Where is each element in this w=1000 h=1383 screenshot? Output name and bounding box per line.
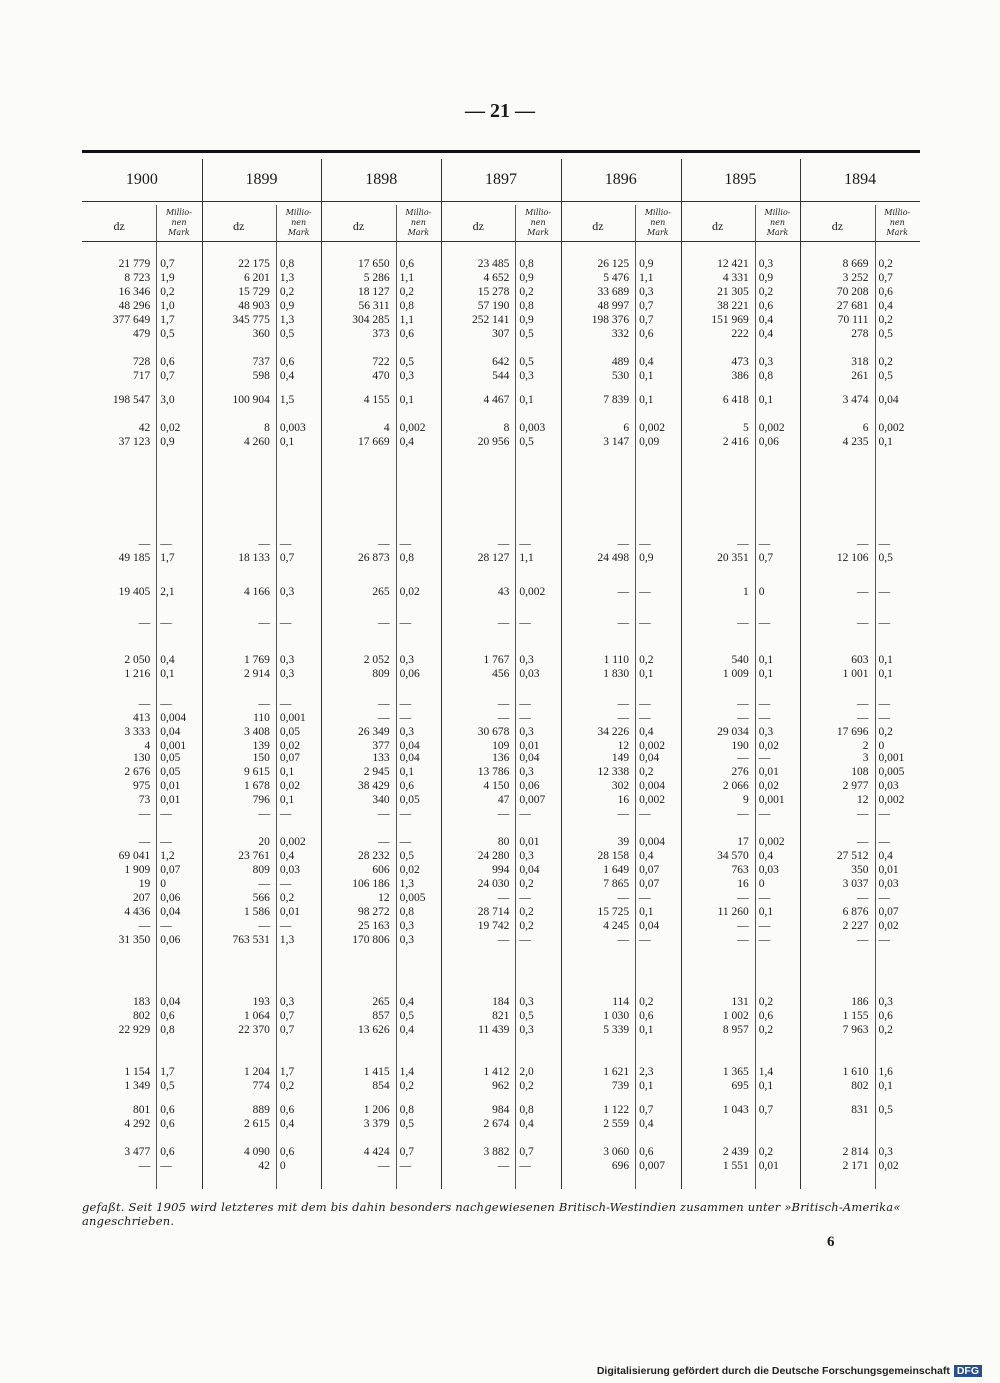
dz-values: 22 175 6 201 15 729 48 903 345 775 360 <box>232 258 270 340</box>
million-mark-values: 0,2 0,6 0,1 <box>639 996 654 1036</box>
million-mark-values: 0,6 0,4 <box>279 1104 295 1130</box>
million-mark-values: — 0,004 0,04 0,001 <box>160 698 187 752</box>
million-mark-values: 1,6 0,1 <box>878 1066 893 1092</box>
million-mark-values: — 1,2 0,07 0 0,06 0,04 — 0,06 <box>160 836 181 946</box>
million-mark-values: 0,05 0,05 0,01 0,01 — <box>160 752 181 820</box>
dz-values: 1 154 1 349 <box>124 1066 151 1092</box>
million-mark-values: 0,1 0,1 <box>758 654 774 680</box>
subcolumn-separator <box>396 205 397 1189</box>
dz-values: 265 <box>372 586 390 598</box>
million-mark-values: 0,01 0,3 0,04 0,2 — 0,2 0,2 — <box>519 836 540 946</box>
dz-values: 473 386 <box>731 356 749 382</box>
million-mark-header: Millio- nen Mark <box>525 208 552 237</box>
credit-text: Digitalisierung gefördert durch die Deutsche Forschungsgemeinschaft <box>596 1365 950 1377</box>
dz-values: 801 4 292 <box>124 1104 151 1130</box>
million-mark-values: 0,6 0,7 <box>160 356 175 382</box>
million-mark-values: 1,7 0,2 <box>279 1066 295 1092</box>
million-mark-values: 0,2 0,01 <box>758 1146 779 1172</box>
million-mark-header: Millio- nen Mark <box>764 208 791 237</box>
page-number: — 21 — <box>465 100 535 122</box>
dz-values: 889 2 615 <box>244 1104 270 1130</box>
dz-values: 4 17 669 <box>358 422 390 448</box>
dz-values: 186 1 155 7 963 <box>842 996 869 1036</box>
million-mark-values: 0,3 0,02 <box>878 1146 899 1172</box>
million-mark-values: — <box>160 617 172 629</box>
million-mark-values: 0,7 <box>758 1104 774 1116</box>
dz-values: 198 547 <box>112 394 151 406</box>
million-mark-values: — 0,001 0,05 0,02 <box>279 698 306 752</box>
dz-values: — 20 351 <box>717 538 749 564</box>
digitization-credit <box>597 1365 982 1377</box>
million-mark-values: 0,002 0,1 <box>878 422 905 448</box>
million-mark-values: 0,07 0,1 0,02 0,1 — <box>279 752 301 820</box>
header-divider <box>82 201 920 202</box>
dz-values: 149 12 338 302 16 — <box>597 752 630 820</box>
dz-header: dz <box>592 219 604 233</box>
million-mark-values: 0,1 <box>399 394 415 406</box>
year-label: 1894 <box>844 171 877 188</box>
dz-values: 133 2 945 38 429 340 — <box>358 752 390 820</box>
million-mark-values: 0,002 0,4 0,03 0 — 0,1 — — <box>758 836 785 946</box>
million-mark-values: — 0,5 0,02 1,3 0,005 0,8 0,3 0,3 <box>399 836 426 946</box>
million-mark-values: — <box>639 586 651 598</box>
dz-values: 4 166 <box>244 586 270 598</box>
dz-values: 1 110 1 830 <box>603 654 630 680</box>
dz-values: 2 050 1 216 <box>124 654 151 680</box>
dz-values: 21 779 8 723 16 346 48 296 377 649 479 <box>112 258 151 340</box>
dz-values: 8 20 956 <box>477 422 510 448</box>
million-mark-values: 0,3 0,7 0,7 <box>279 996 295 1036</box>
million-mark-values: 0,002 <box>519 586 546 598</box>
dz-values: 130 2 676 975 73 — <box>124 752 151 820</box>
million-mark-values: 0,04 0,6 0,8 <box>160 996 181 1036</box>
dz-values: 6 418 <box>722 394 749 406</box>
million-mark-values: 1,7 0,5 <box>160 1066 175 1092</box>
million-mark-values: 0,7 — <box>519 1146 534 1172</box>
million-mark-values: 0,8 0,4 <box>519 1104 534 1130</box>
million-mark-values: 0,002 0,06 <box>758 422 785 448</box>
dz-values: 2 814 2 171 <box>842 1146 869 1172</box>
million-mark-values: — 0,4 0,01 0,03 — 0,07 0,02 — <box>878 836 899 946</box>
million-mark-values: — <box>519 617 531 629</box>
dz-values: — — 30 678 109 <box>477 698 510 752</box>
million-mark-values: 0,02 0,9 <box>160 422 181 448</box>
dz-values: 6 4 235 <box>842 422 869 448</box>
dz-values: 136 13 786 4 150 47 — <box>477 752 510 820</box>
million-mark-values: 0,1 <box>758 394 774 406</box>
dz-values: 2 052 809 <box>363 654 390 680</box>
million-mark-values: 0,2 0,7 0,6 0,4 0,2 0,5 <box>878 258 893 340</box>
dz-values: 1 769 2 914 <box>244 654 270 680</box>
million-mark-values: — 0,9 <box>639 538 654 564</box>
dz-values: 131 1 002 8 957 <box>722 996 749 1036</box>
dz-header: dz <box>233 219 245 233</box>
dz-values: — 413 3 333 4 <box>124 698 151 752</box>
million-mark-values: 0,6 0,007 <box>639 1146 665 1172</box>
million-mark-values: 1,5 <box>279 394 295 406</box>
million-mark-values: 0,5 0,3 <box>519 356 534 382</box>
million-mark-values: 0,5 <box>878 1104 893 1116</box>
million-mark-values: 0,3 0,6 0,2 <box>878 996 893 1036</box>
million-mark-values: 0,3 0,03 <box>519 654 540 680</box>
million-mark-values: 3,0 <box>160 394 175 406</box>
million-mark-values: — <box>758 617 771 629</box>
million-mark-values: 0,6 0,4 <box>279 356 295 382</box>
dz-values: 728 717 <box>132 356 151 382</box>
million-mark-values: 0,9 1,1 0,3 0,7 0,7 0,6 <box>639 258 654 340</box>
dz-values: 722 470 <box>372 356 390 382</box>
footnote: gefaßt. Seit 1905 wird letzteres mit dem bis dahin besonders nachgewiesenen Britisch-Westindien zusammen unter »Britisch-Amerika« angeschrieben. <box>82 1200 901 1228</box>
dz-header: dz <box>113 219 125 233</box>
million-mark-values: — — 0,3 0,01 <box>519 698 540 752</box>
subcolumn-separator <box>276 205 277 1189</box>
million-mark-values: — 0,8 <box>399 538 415 564</box>
dz-values: — 12 106 <box>836 538 869 564</box>
dz-values: 3 108 2 977 12 — <box>842 752 869 820</box>
million-mark-values: 0,1 <box>519 394 534 406</box>
million-mark-header: Millio- nen Mark <box>285 208 312 237</box>
dz-values: 20 23 761 809 — 566 1 586 — 763 531 <box>232 836 270 946</box>
dz-values: 39 28 158 1 649 7 865 — 15 725 4 245 — <box>597 836 630 946</box>
million-mark-values: — <box>279 617 292 629</box>
million-mark-values: 0,2 0,5 <box>878 356 893 382</box>
million-mark-values: 0,4 0,1 <box>639 356 654 382</box>
dz-values: 17 650 5 286 18 127 56 311 304 285 373 <box>352 258 390 340</box>
million-mark-header: Millio- nen Mark <box>165 208 192 237</box>
million-mark-values: 0,8 0,9 0,2 0,8 0,9 0,5 <box>519 258 534 340</box>
dz-values: 1 122 2 559 <box>603 1104 630 1130</box>
dz-values: 4 155 <box>363 394 390 406</box>
dz-values: 8 669 3 252 70 208 27 681 70 111 278 <box>836 258 869 340</box>
dz-values: — <box>857 617 869 629</box>
dz-values: 603 1 001 <box>842 654 869 680</box>
dz-values: 6 3 147 <box>603 422 630 448</box>
dz-values: 4 090 42 <box>244 1146 270 1172</box>
dz-values: 2 439 1 551 <box>722 1146 749 1172</box>
year-label: 1896 <box>604 171 637 188</box>
dz-values: 4 424 — <box>363 1146 390 1172</box>
million-mark-values: — 0,01 0,02 0,001 — <box>758 752 785 820</box>
dz-values: — <box>258 617 270 629</box>
dz-values: 1 365 695 <box>722 1066 749 1092</box>
dz-values: 184 821 11 439 <box>478 996 510 1036</box>
million-mark-values: 0,2 0,6 0,2 <box>758 996 774 1036</box>
million-mark-values: — — 0,2 0 <box>878 698 893 752</box>
dz-header: dz <box>831 219 844 233</box>
dz-values: — 28 127 <box>477 538 510 564</box>
subcolumn-separator <box>156 205 157 1189</box>
dz-values: 5 2 416 <box>722 422 749 448</box>
sheet-number: 6 <box>827 1234 835 1250</box>
year-label: 1895 <box>724 171 757 188</box>
dz-values: — 26 873 <box>358 538 390 564</box>
million-mark-values: 2,0 0,2 <box>519 1066 534 1092</box>
dz-values: 831 <box>851 1104 869 1116</box>
dz-values: 3 060 696 <box>603 1146 630 1172</box>
dz-values: 540 1 009 <box>722 654 749 680</box>
million-mark-values: 0,004 0,4 0,07 0,07 — 0,1 0,04 — <box>639 836 665 946</box>
million-mark-values: — 0,7 <box>279 538 295 564</box>
million-mark-values: 1,4 0,1 <box>758 1066 774 1092</box>
dz-values: — <box>497 617 510 629</box>
dz-values: 642 544 <box>492 356 510 382</box>
million-mark-values: 0,02 <box>399 586 420 598</box>
million-mark-values: 0,3 0,06 <box>399 654 420 680</box>
million-mark-values: 2,3 0,1 <box>639 1066 654 1092</box>
million-mark-values: 0,8 1,3 0,2 0,9 1,3 0,5 <box>279 258 295 340</box>
dz-values: 1 204 774 <box>244 1066 270 1092</box>
dz-values: — <box>737 617 749 629</box>
dz-values: 1 767 456 <box>483 654 510 680</box>
million-mark-values: — <box>399 617 412 629</box>
dz-values: — 49 185 <box>118 538 151 564</box>
dz-values: — — 17 696 2 <box>836 698 869 752</box>
dz-values: 489 530 <box>611 356 630 382</box>
dz-values: 42 37 123 <box>118 422 151 448</box>
million-mark-values: 0,7 — <box>399 1146 415 1172</box>
subheader-divider <box>82 241 920 242</box>
million-mark-values: — 0,7 <box>758 538 774 564</box>
dz-values: 1 206 3 379 <box>363 1104 390 1130</box>
million-mark-values: 0,8 0,5 <box>399 1104 415 1130</box>
million-mark-values: — <box>878 586 890 598</box>
dz-values: — 27 512 350 3 037 — 6 876 2 227 — <box>836 836 869 946</box>
dz-values: 8 4 260 <box>244 422 270 448</box>
million-mark-values: 1,4 0,2 <box>399 1066 415 1092</box>
dz-values: 1 043 <box>722 1104 749 1116</box>
subcolumn-separator <box>515 205 516 1189</box>
year-label: 1900 <box>125 171 158 188</box>
dz-values: 737 598 <box>252 356 270 382</box>
million-mark-values: 0,4 0,1 <box>160 654 175 680</box>
dz-values: 7 839 <box>603 394 630 406</box>
million-mark-values: 0,4 0,5 0,4 <box>399 996 415 1036</box>
dz-values: 4 467 <box>483 394 510 406</box>
million-mark-values: 0,6 — <box>160 1146 175 1172</box>
year-label: 1899 <box>245 171 278 188</box>
dz-values: 3 882 — <box>483 1146 510 1172</box>
dz-values: 1 412 962 <box>483 1066 510 1092</box>
dz-values: 80 24 280 994 24 030 — 28 714 19 742 — <box>477 836 510 946</box>
million-mark-header: Millio- nen Mark <box>644 208 671 237</box>
million-mark-values: 0,002 0,09 <box>639 422 665 448</box>
dz-values: 1 415 854 <box>363 1066 390 1092</box>
dz-values: — 110 3 408 139 <box>244 698 270 752</box>
dz-values: — 24 498 <box>597 538 630 564</box>
million-mark-values: 0,6 1,1 0,2 0,8 1,1 0,6 <box>399 258 415 340</box>
million-mark-values: 0,1 0,1 <box>878 654 893 680</box>
million-mark-values: 0,3 0,8 <box>758 356 774 382</box>
dz-values: 1 <box>743 586 749 598</box>
dz-values: 265 857 13 626 <box>358 996 390 1036</box>
dz-values: 19 405 <box>118 586 151 598</box>
dz-values: — 69 041 1 909 19 207 4 436 — 31 350 <box>118 836 151 946</box>
million-mark-values: 0,2 0,1 <box>639 654 654 680</box>
dz-values: — 18 133 <box>238 538 270 564</box>
dz-values: 318 261 <box>851 356 869 382</box>
dz-values: 114 1 030 5 339 <box>603 996 630 1036</box>
million-mark-values: 0,6 0,6 <box>160 1104 175 1130</box>
million-mark-values: 0,04 0,1 0,6 0,05 — <box>399 752 420 820</box>
dz-values: 12 421 4 331 21 305 38 221 151 969 222 <box>711 258 749 340</box>
million-mark-values: 0,002 0,4 <box>399 422 426 448</box>
dz-values: — — 29 034 190 <box>717 698 749 752</box>
year-label: 1897 <box>484 171 517 188</box>
million-mark-values: — <box>639 617 651 629</box>
million-mark-values: 0,3 <box>279 586 295 598</box>
dz-values: 183 802 22 929 <box>118 996 151 1036</box>
million-mark-header: Millio- nen Mark <box>884 208 911 237</box>
trade-statistics-table <box>82 150 920 1189</box>
dz-values: 984 2 674 <box>483 1104 510 1130</box>
dz-values: — <box>857 586 869 598</box>
subcolumn-separator <box>635 205 636 1189</box>
million-mark-values: 0,7 1,9 0,2 1,0 1,7 0,5 <box>160 258 175 340</box>
dz-values: 17 34 570 763 16 — 11 260 — — <box>717 836 749 946</box>
dz-values: 150 9 615 1 678 796 — <box>244 752 270 820</box>
dz-values: — 276 2 066 9 — <box>722 752 749 820</box>
million-mark-values: 0,3 0,5 0,3 <box>519 996 534 1036</box>
dz-values: 3 474 <box>842 394 869 406</box>
dz-header: dz <box>352 219 365 233</box>
dz-header: dz <box>472 219 484 233</box>
million-mark-values: 0,7 0,4 <box>639 1104 654 1130</box>
dz-values: — — 34 226 12 <box>597 698 630 752</box>
million-mark-values: 0,04 0,2 0,004 0,002 — <box>639 752 665 820</box>
million-mark-values: 0,001 0,005 0,03 0,002 — <box>878 752 905 820</box>
dz-values: — <box>617 617 630 629</box>
million-mark-values: 0,003 0,5 <box>519 422 546 448</box>
million-mark-values: 0,04 <box>878 394 899 406</box>
million-mark-values: 0 <box>758 586 765 598</box>
dz-values: 26 125 5 476 33 689 48 997 198 376 332 <box>591 258 630 340</box>
dz-values: 1 610 802 <box>842 1066 869 1092</box>
dfg-logo: DFG <box>954 1365 982 1377</box>
million-mark-values: — — 0,3 0,04 <box>399 698 420 752</box>
dz-values: 1 621 739 <box>603 1066 630 1092</box>
dz-values: 23 485 4 652 15 278 57 190 252 141 307 <box>471 258 510 340</box>
dz-values: 43 <box>497 586 510 598</box>
dz-values: — <box>138 617 151 629</box>
million-mark-values: 0,3 0,3 <box>279 654 295 680</box>
million-mark-values: 0,003 0,1 <box>279 422 306 448</box>
subcolumn-separator <box>755 205 756 1189</box>
dz-values: — — 26 349 377 <box>358 698 390 752</box>
million-mark-values: — — 0,4 0,002 <box>639 698 665 752</box>
million-mark-values: 0,3 0,9 0,2 0,6 0,4 0,4 <box>758 258 774 340</box>
million-mark-values: — 1,7 <box>160 538 175 564</box>
million-mark-values: — — 0,3 0,02 <box>758 698 779 752</box>
million-mark-values: — 0,5 <box>878 538 893 564</box>
dz-values: — <box>617 586 630 598</box>
million-mark-values: 0,04 0,3 0,06 0,007 — <box>519 752 546 820</box>
dz-values: — <box>378 617 390 629</box>
subcolumn-separator <box>875 205 876 1189</box>
million-mark-values: 0,5 0,3 <box>399 356 415 382</box>
dz-values: 193 1 064 22 370 <box>238 996 270 1036</box>
million-mark-values: 0,002 0,4 0,03 — 0,2 0,01 — 1,3 <box>279 836 306 946</box>
dz-values: — 28 232 606 106 186 12 98 272 25 163 170 806 <box>352 836 390 946</box>
dz-header: dz <box>712 219 724 233</box>
million-mark-values: — <box>878 617 890 629</box>
dz-values: 100 904 <box>232 394 270 406</box>
year-label: 1898 <box>365 171 398 188</box>
dz-values: 3 477 — <box>124 1146 151 1172</box>
million-mark-header: Millio- nen Mark <box>405 208 432 237</box>
million-mark-values: 2,1 <box>160 586 175 598</box>
million-mark-values: — 1,1 <box>519 538 534 564</box>
million-mark-values: 0,1 <box>639 394 654 406</box>
million-mark-values: 0,6 0 <box>279 1146 295 1172</box>
